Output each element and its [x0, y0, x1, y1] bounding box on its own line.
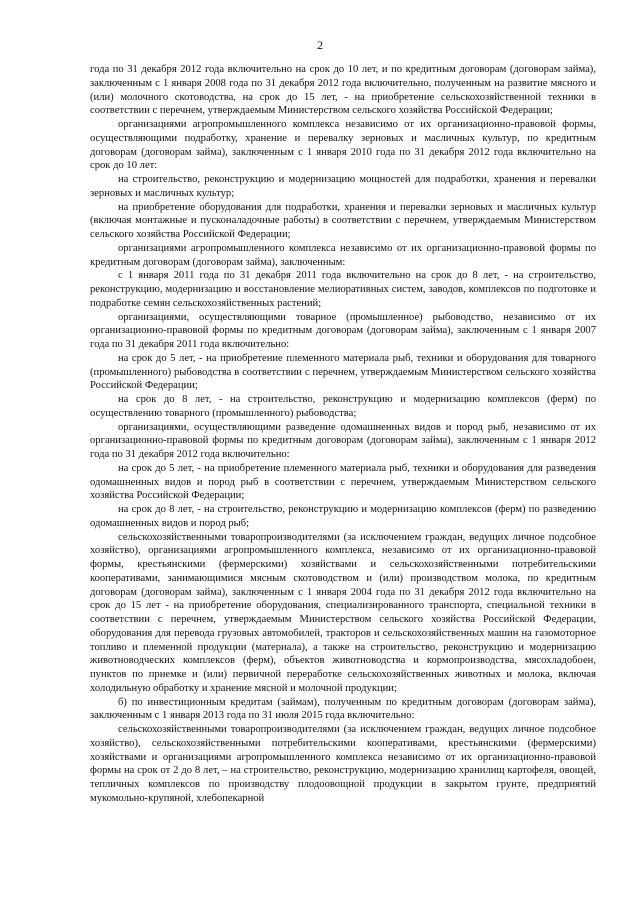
- paragraph-13: б) по инвестиционным кредитам (займам), полученным по кредитным договорам (договорам займа), заключенным с 1 января 2013 года по 31 июля 2015 года включительно:: [90, 696, 596, 722]
- page-number: 2: [317, 38, 323, 52]
- paragraph-7: на срок до 5 лет, - на приобретение племенного материала рыб, техники и оборудования для товарного (промышленного) рыбоводства в соответствии с перечнем, утверждаемым Министерством сельского хозяйства Российской Федерации;: [90, 352, 596, 392]
- document-body: [90, 63, 596, 806]
- paragraph-9: организациями, осуществляющими разведение одомашненных видов и пород рыб, независимо от их организационно-правовой формы по кредитным договорам (договорам займа), заключенным с 1 января 2012 года по 31 декабря 2012 года включительно:: [90, 421, 596, 460]
- paragraph-5: с 1 января 2011 года по 31 декабря 2011 года включительно на срок до 8 лет, - на строительство, реконструкцию, модернизацию и восстановление мелиоративных систем, заводов, комплексов по подготовке и подработке семян сельскохозяйственных растений;: [90, 270, 596, 309]
- paragraph-12: сельскохозяйственными товаропроизводителями (за исключением граждан, ведущих личное подсобное хозяйство), организациями агропромышленного комплекса, независимо от их организационно-правовой формы, крестьянскими (фермерскими) хозяйствами и сельскохозяйственными потребительскими кооперативами, занимающимися мясным скотоводством и (или) производством молока, по кредитным договорам (договорам займа), заключенным с 1 января 2004 года по 31 декабря 2012 года включительно на срок до 15 лет - на приобретение оборудования, специализированного транспорта, специальной техники в соответствии с перечнем, утверждаемым Министерством сельского хозяйства Российской Федерации, оборудования для перевода грузовых автомобилей, тракторов и сельскохозяйственных машин на газомоторное топливо и племенной продукции (материала), а также на строительство, реконструкцию и модернизацию животноводческих комплексов (ферм), объектов животноводства и кормопроизводства, мясохладобоен, пунктов по приемке и (или) первичной переработке сельскохозяйственных животных и молока, включая холодильную обработку и хранение мясной и молочной продукции;: [90, 531, 596, 694]
- paragraph-10: на срок до 5 лет, - на приобретение племенного материала рыб, техники и оборудования для разведения одомашненных видов и пород рыб в соответствии с перечнем, утверждаемым Министерством сельского хозяйства Российской Федерации;: [90, 462, 596, 502]
- paragraph-1: организациями агропромышленного комплекса независимо от их организационно-правовой формы, осуществляющими подработку, хранение и перевалку зерновых и масличных культур, по кредитным договорам (договорам займа), заключенным с 1 января 2010 года по 31 декабря 2012 года включительно на срок до 10 лет:: [90, 119, 596, 172]
- paragraph-8: на срок до 8 лет, - на строительство, реконструкцию и модернизацию комплексов (ферм) по осуществлению товарного (промышленного) рыбоводства;: [90, 394, 596, 419]
- paragraph-2: на строительство, реконструкцию и модернизацию мощностей для подработки, хранения и перевалки зерновых и масличных культур;: [90, 174, 596, 199]
- paragraph-11: на срок до 8 лет, - на строительство, реконструкцию и модернизацию комплексов (ферм) по разведению одомашненных видов и пород рыб;: [90, 504, 596, 529]
- paragraph-3: на приобретение оборудования для подработки, хранения и перевалки зерновых и масличных культур (включая монтажные и пусконаладочные работы) в соответствии с перечнем, утверждаемым Министерством сельского хозяйства Российской Федерации;: [90, 201, 596, 240]
- paragraph-0: года по 31 декабря 2012 года включительно на срок до 10 лет, и по кредитным договорам (договорам займа), заключенным с 1 января 2008 года по 31 декабря 2012 года включительно, полученным на развитие мясного и (или) молочного скотоводства, на срок до 15 лет, - на приобретение сельскохозяйственной техники в соответствии с перечнем, утверждаемым Министерством сельского хозяйства Российской Федерации;: [90, 64, 596, 117]
- paragraph-6: организациями, осуществляющими товарное (промышленное) рыбоводство, независимо от их организационно-правовой формы по кредитным договорам (договорам займа), заключенным с 1 января 2007 года по 31 декабря 2011 года включительно:: [90, 311, 596, 350]
- paragraph-4: организациями агропромышленного комплекса независимо от их организационно-правовой формы по кредитным договорам (договорам займа), заключенным:: [90, 242, 596, 268]
- paragraph-14: сельскохозяйственными товаропроизводителями (за исключением граждан, ведущих личное подсобное хозяйство), сельскохозяйственными потребительскими кооперативами, крестьянскими (фермерскими) хозяйствами и организациями агропромышленного комплекса независимо от их организационно-правовой формы на срок от 2 до 8 лет, – на строительство, реконструкцию, модернизацию хранилищ картофеля, овощей, тепличных комплексов по производству плодоовощной продукции в закрытом грунте, предприятий мукомольно-крупяной, хлебопекарной: [90, 724, 596, 804]
